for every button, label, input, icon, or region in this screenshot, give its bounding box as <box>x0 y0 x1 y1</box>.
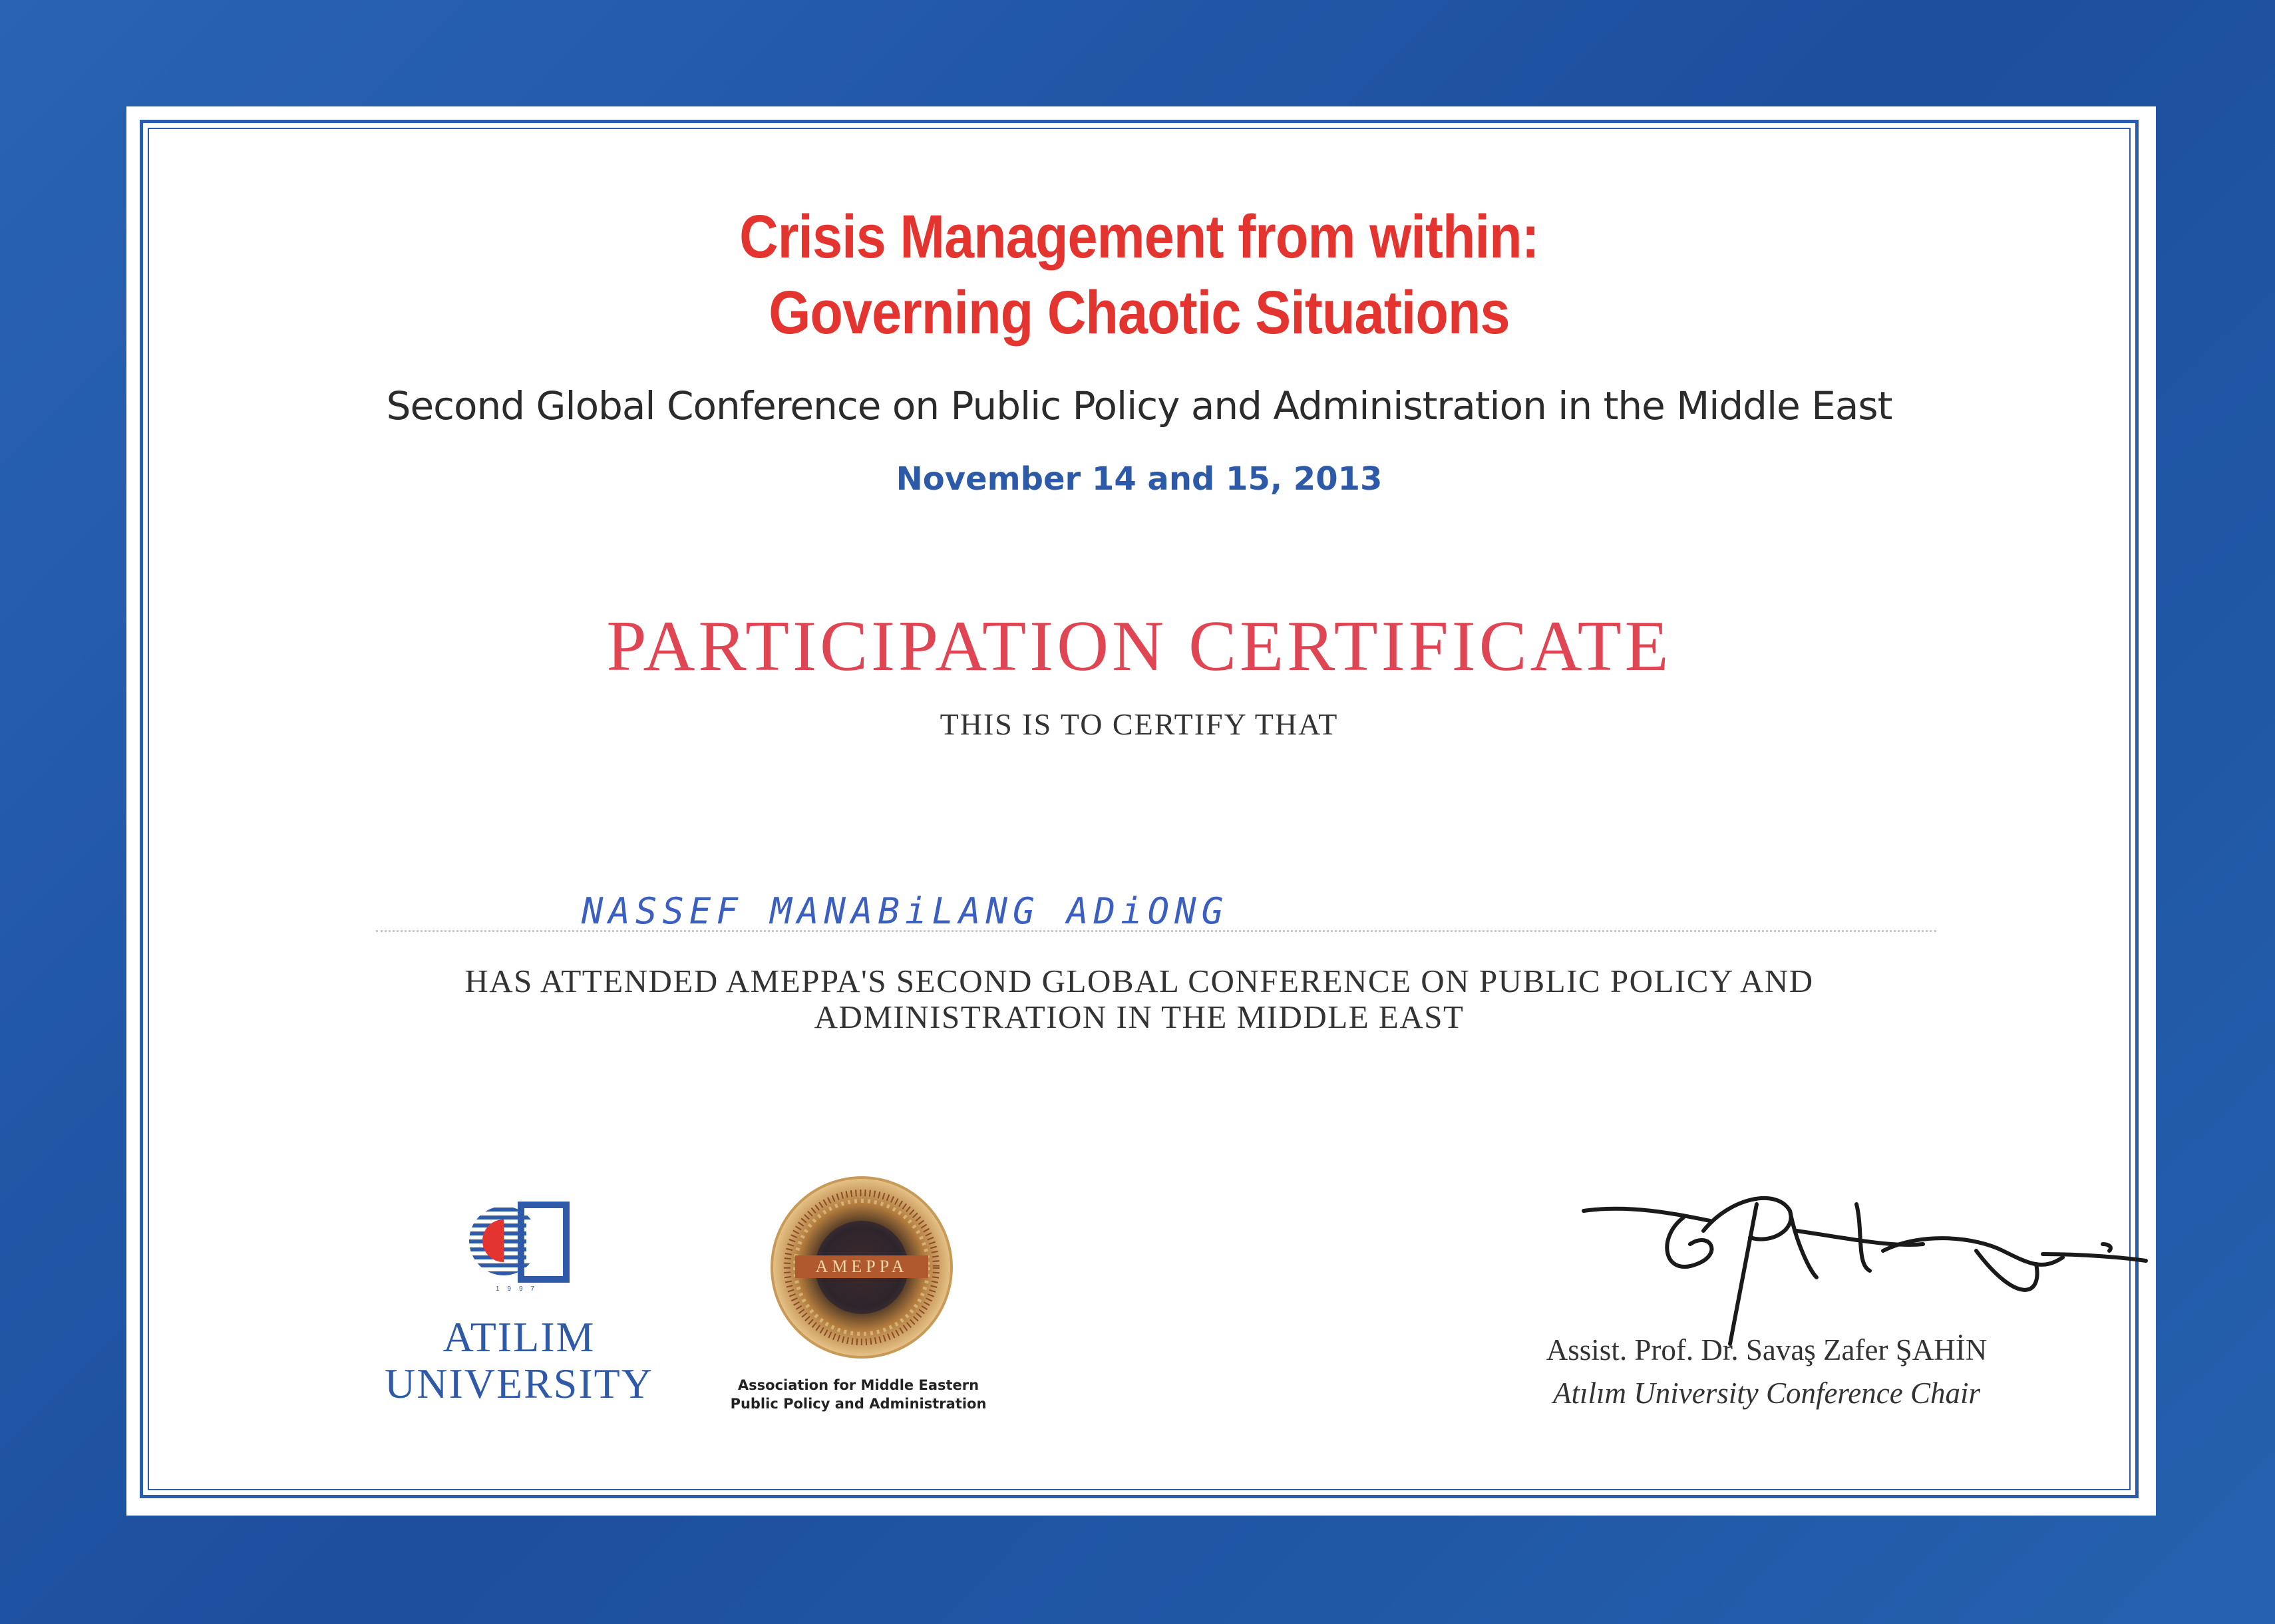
atilim-logo-icon <box>462 1201 576 1294</box>
attendance-line-2: ADMINISTRATION IN THE MIDDLE EAST <box>814 999 1465 1035</box>
attendance-line-1: HAS ATTENDED AMEPPA'S SECOND GLOBAL CONFERENCE ON PUBLIC POLICY AND <box>464 963 1814 999</box>
handwritten-signature <box>1577 1191 2149 1351</box>
attendance-statement <box>148 963 2131 1035</box>
title-line-2: Governing Chaotic Situations <box>769 279 1510 347</box>
certify-line: THIS IS TO CERTIFY THAT <box>940 707 1339 741</box>
atilim-university-name <box>363 1314 675 1407</box>
atilim-name-line2: UNIVERSITY <box>385 1360 653 1407</box>
name-dotted-line <box>376 930 1936 932</box>
ameppa-full-name <box>705 1376 1011 1413</box>
conference-date: November 14 and 15, 2013 <box>896 460 1383 498</box>
signatory-name: Assist. Prof. Dr. Savaş Zafer ŞAHİN <box>1546 1333 1988 1367</box>
ameppa-seal-icon <box>769 1174 955 1361</box>
participant-name: NASSEF MANABiLANG ADiONG <box>581 890 1229 932</box>
title-line-1: Crisis Management from within: <box>739 203 1539 271</box>
ameppa-name-line1: Association for Middle Eastern <box>737 1377 979 1393</box>
certificate-heading: PARTICIPATION CERTIFICATE <box>606 607 1672 686</box>
ameppa-seal-text: AMEPPA <box>815 1257 908 1276</box>
atilim-year: 1997 <box>495 1285 543 1293</box>
signatory-role: Atılım University Conference Chair <box>1553 1377 1980 1410</box>
atilim-name-line1: ATILIM <box>442 1313 596 1361</box>
ameppa-name-line2: Public Policy and Administration <box>730 1396 987 1412</box>
conference-subtitle: Second Global Conference on Public Policy and Administration in the Middle East <box>386 383 1892 428</box>
